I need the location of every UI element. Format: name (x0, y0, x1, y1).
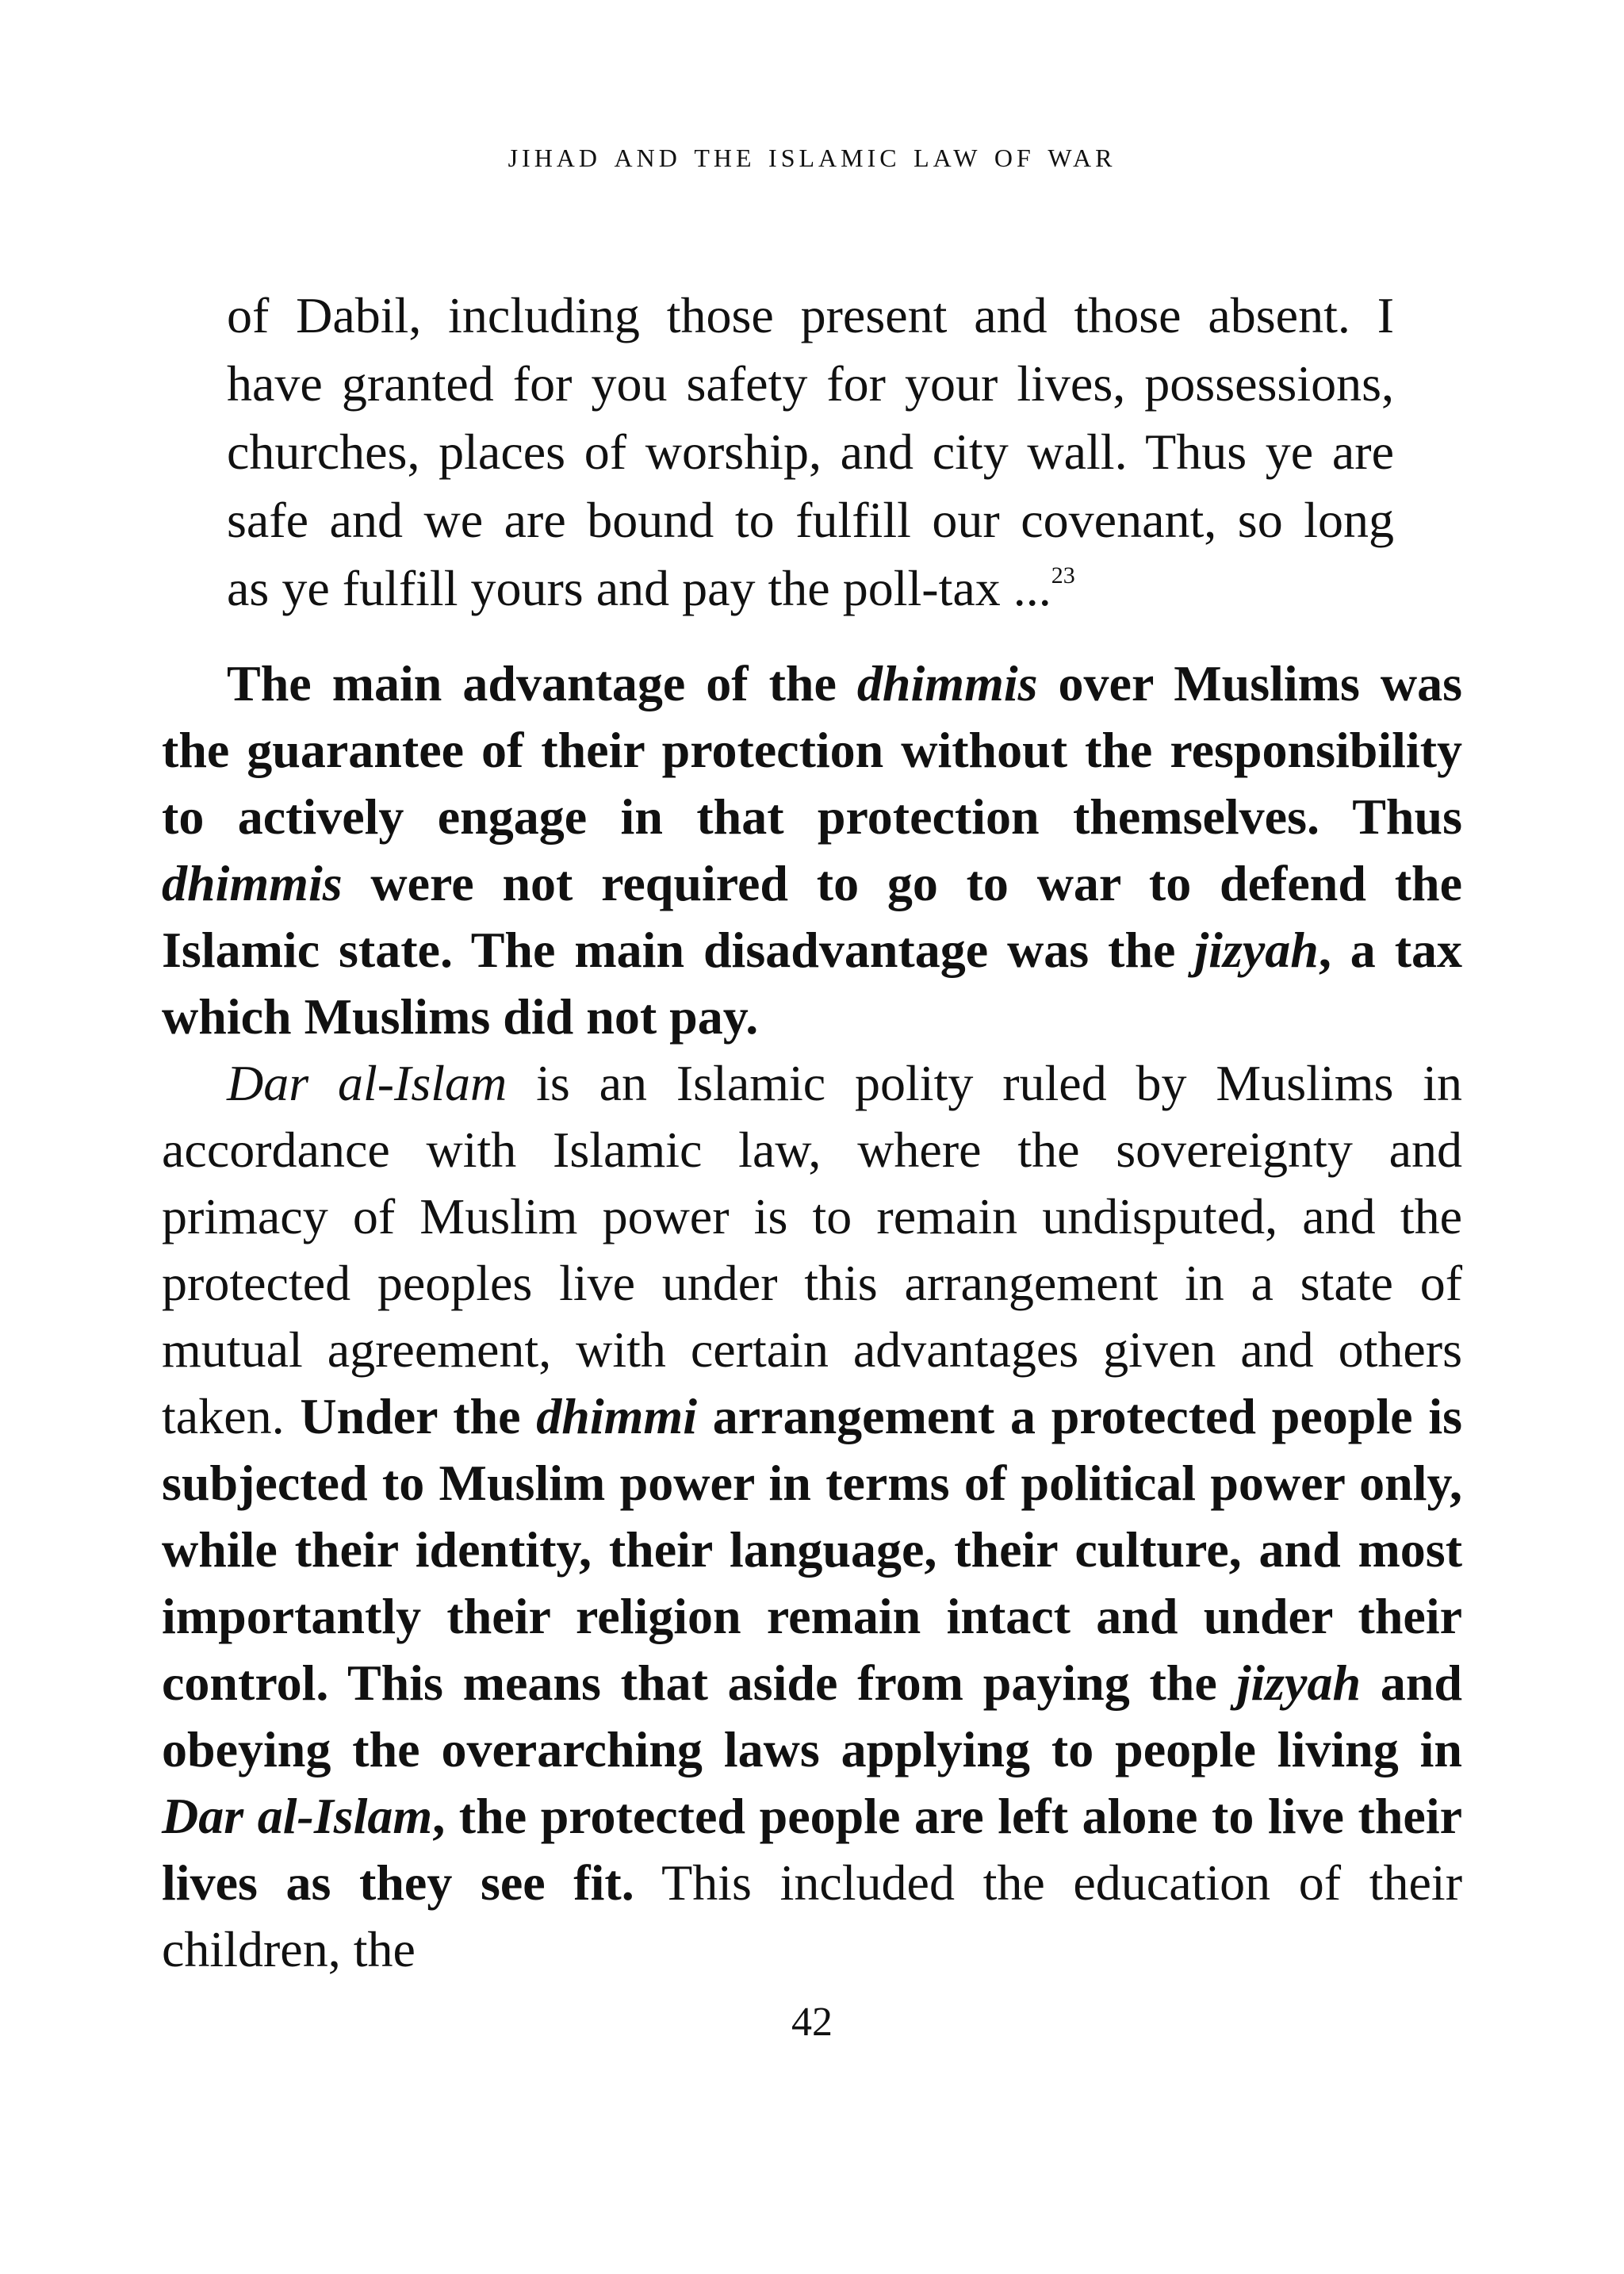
quote-line: safe and we are bound to fulfill our covenant, so long (227, 492, 1394, 548)
quote-line: of Dabil, including those present and those absent. I (227, 287, 1394, 343)
block-quote (227, 282, 1394, 623)
plain-text: This included the education of their children, the (162, 1854, 1463, 1977)
running-head: jihad and the islamic law of war (508, 134, 1116, 174)
quote-line-last (227, 554, 1394, 623)
body-text (162, 650, 1462, 1983)
paragraph-dar-al-islam (162, 1050, 1462, 1983)
plain-text: is an Islamic polity ruled by Muslims in accordance with Islamic law, where the sovereignty and primacy of Muslim power is to remain undisputed, and the protected peoples live under this arrangement in a state of mutual agreement, with certain advantages given and others taken. (162, 1055, 1463, 1444)
bold-text: The main advantage of the dhimmis over Muslims was the guarantee of their protection without the responsibility to actively engage in that protection themselves. Thus dhimmis were not required to go to war to defend the Islamic state. The main disadvantage was the jizyah, a tax which Muslims did not pay. (162, 655, 1463, 1045)
paragraph-bold-advantage (162, 650, 1462, 1050)
quote-line: churches, places of worship, and city wall. Thus ye are (227, 424, 1394, 480)
footnote-reference[interactable]: 23 (1051, 562, 1075, 589)
quote-line: have granted for you safety for your lives, possessions, (227, 355, 1394, 412)
quote-line-text: as ye fulfill yours and pay the poll-tax ... (227, 560, 1051, 616)
bold-text: Under the dhimmi arrangement a protected people is subjected to Muslim power in terms of political power only, while their identity, their language, their culture, and most importantly their religion remain intact and under their control. This means that aside from paying the jizyah and obeying the overarching laws applying to people living in Dar al-Islam, the protected people are left alone to live their lives as they see fit. (162, 1388, 1463, 1911)
italic-term: Dar al-Islam (227, 1055, 508, 1111)
page-number: 42 (791, 2000, 833, 2045)
